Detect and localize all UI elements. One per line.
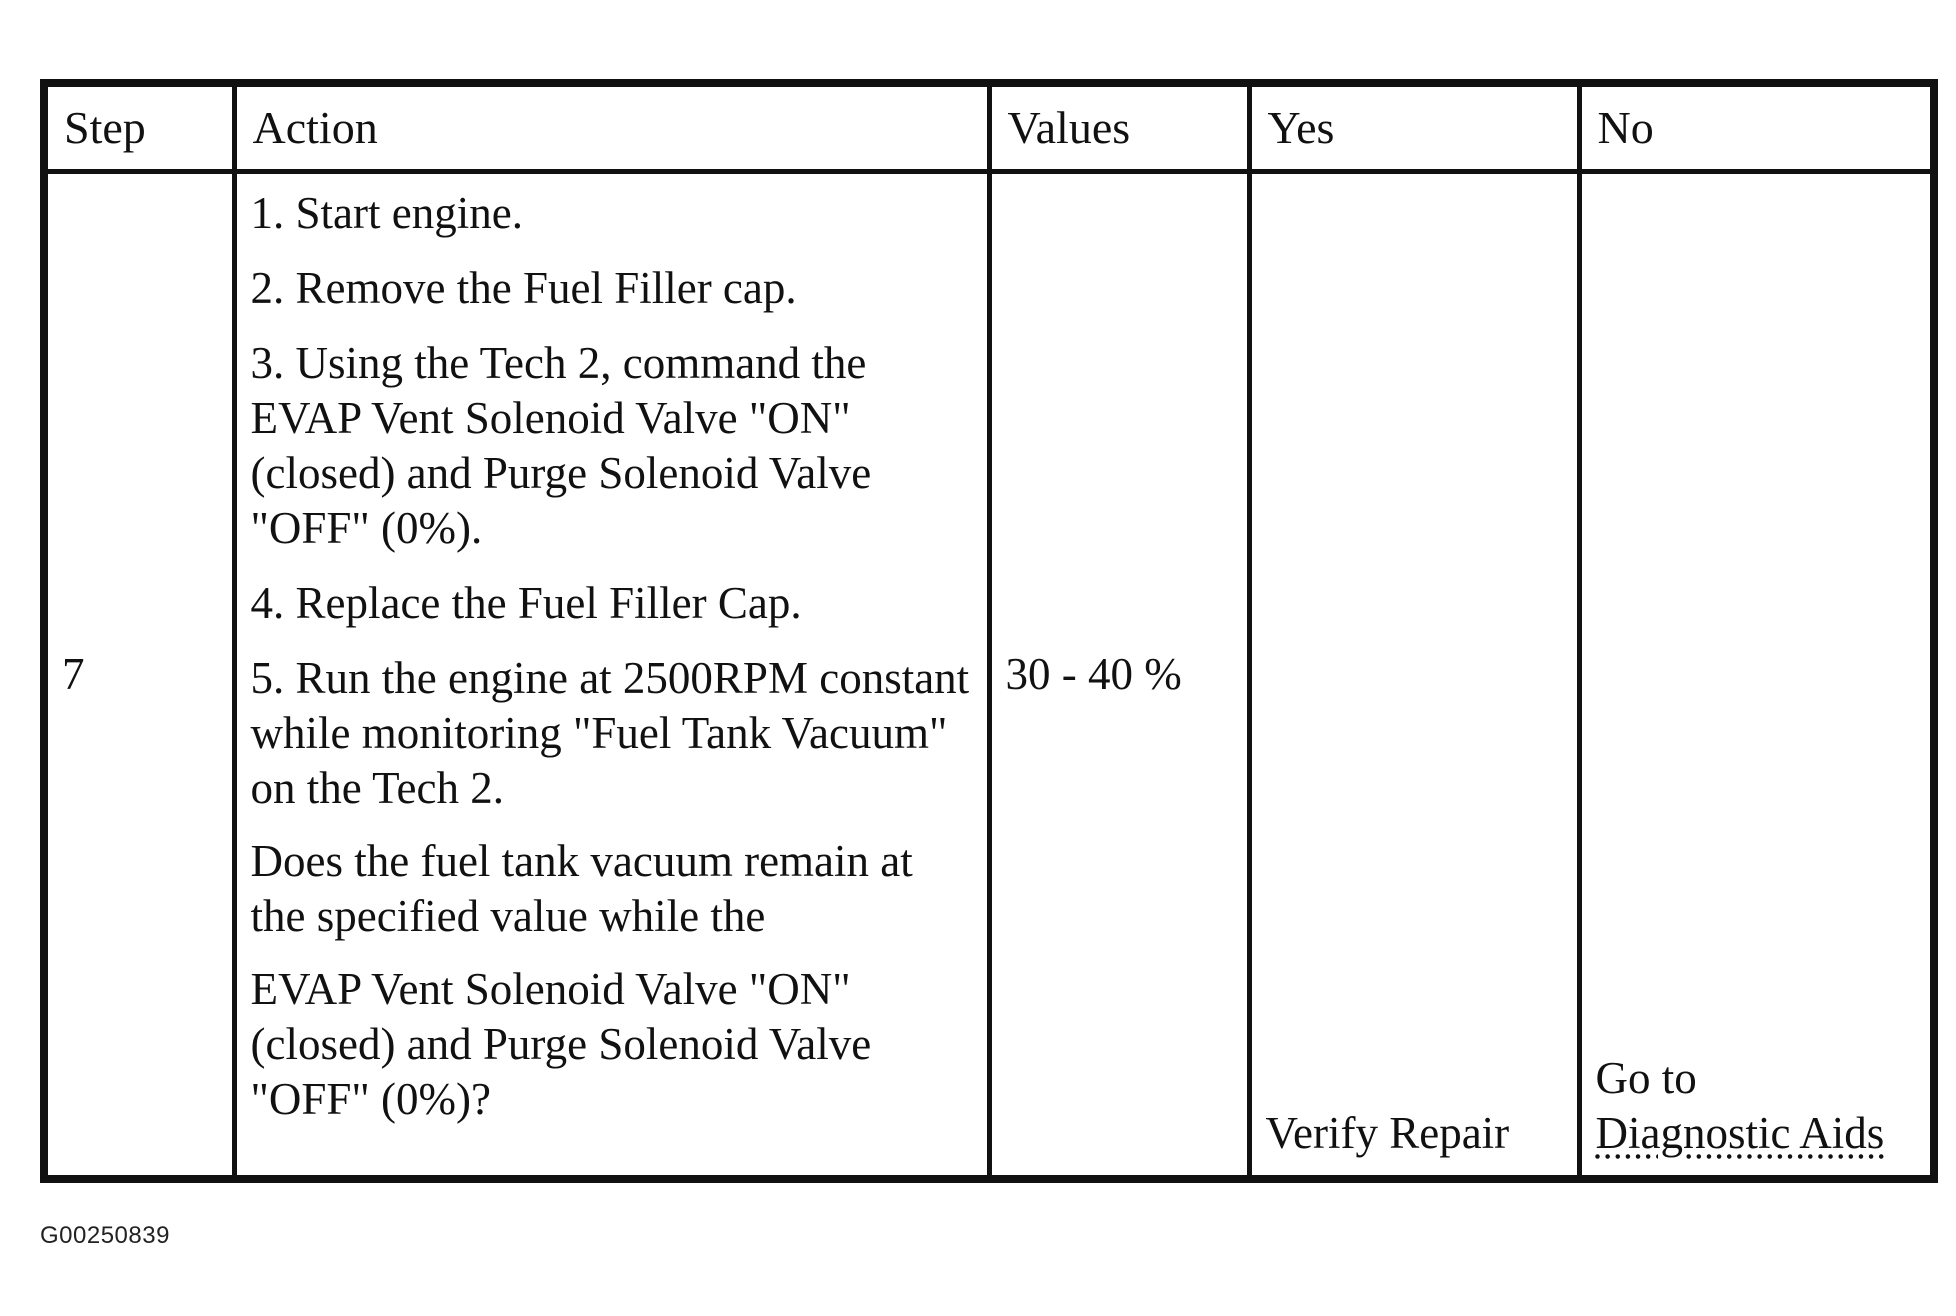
header-no: No: [1579, 83, 1934, 171]
action-step-1: 1. Start engine.: [250, 187, 523, 238]
diagnostic-aids-link[interactable]: Diagnostic Aids: [1595, 1108, 1885, 1158]
action-question: Does the fuel tank vacuum remain at the specified value while the: [250, 835, 913, 941]
step-number: 7: [44, 171, 234, 1179]
action-step-3: 3. Using the Tech 2, command the EVAP Vent Solenoid Valve "ON" (closed) and Purge Solenoid Valve "OFF" (0%).: [250, 337, 872, 553]
header-step: Step: [44, 83, 234, 171]
action-step-5: 5. Run the engine at 2500RPM constant while monitoring "Fuel Tank Vacuum" on the Tech 2.: [250, 652, 970, 813]
figure-id: G00250839: [40, 1222, 170, 1249]
yes-cell: Verify Repair: [1249, 171, 1579, 1179]
header-values: Values: [989, 83, 1249, 171]
header-yes: Yes: [1249, 83, 1579, 171]
no-cell: [1579, 171, 1934, 1179]
values-cell: 30 - 40 %: [989, 171, 1249, 1179]
action-question-continued: EVAP Vent Solenoid Valve "ON" (closed) and Purge Solenoid Valve "OFF" (0%)?: [250, 963, 872, 1124]
header-row: [44, 83, 1934, 171]
no-prefix: Go to: [1595, 1053, 1697, 1103]
action-cell: [234, 171, 989, 1179]
action-step-4: 4. Replace the Fuel Filler Cap.: [250, 577, 802, 628]
header-action: Action: [234, 83, 989, 171]
diagnostic-table: [40, 79, 1938, 1183]
table-row: [44, 171, 1934, 1179]
action-step-2: 2. Remove the Fuel Filler cap.: [250, 262, 797, 313]
